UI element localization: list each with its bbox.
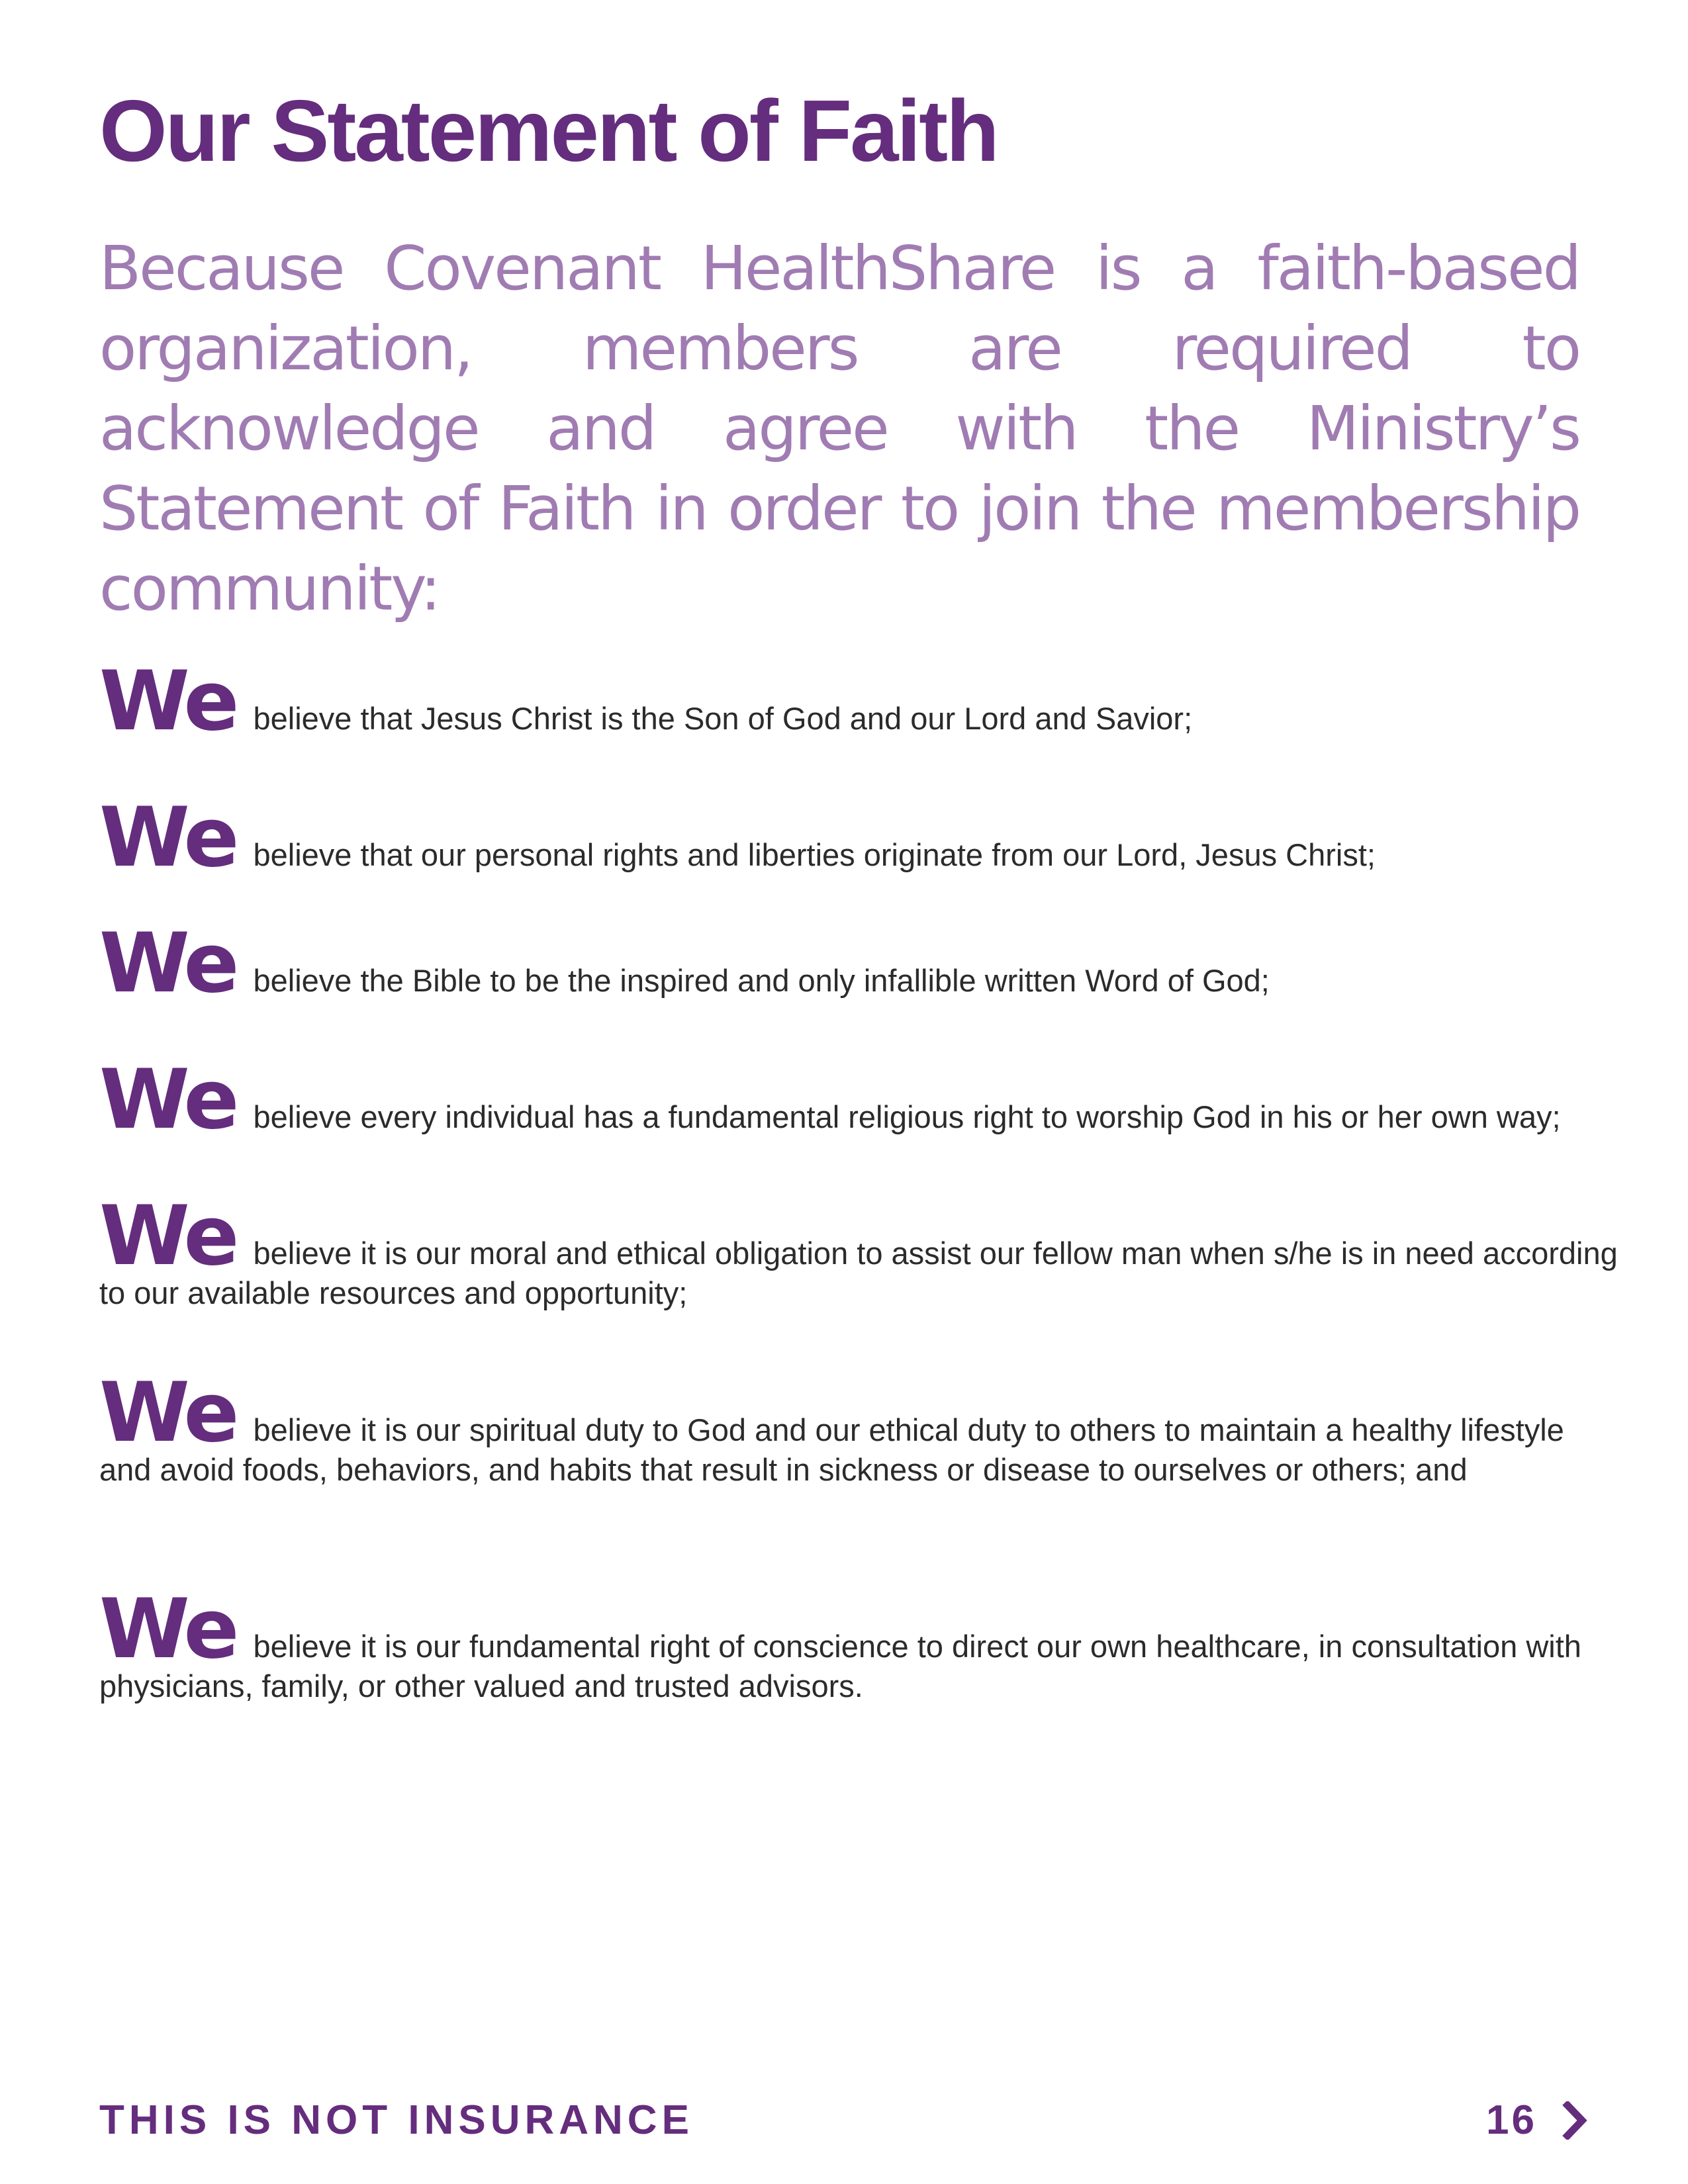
statement-text: believe it is our moral and ethical obligation to assist our fellow man when s/he is in need according to our available resources and opportunity; [99,1236,1618,1310]
intro-paragraph: Because Covenant HealthShare is a faith-based organization, members are required to acknowledge and agree with the Ministry’s Statement of Faith in order to join the membership community: [99,233,1579,624]
statement-text: believe that Jesus Christ is the Son of God and our Lord and Savior; [253,701,1193,736]
statement-lead: We [99,1582,236,1677]
statement-item [99,790,1622,886]
statement-text: believe it is our fundamental right of conscience to direct our own healthcare, in consultation with physicians, family, or other valued and trusted advisors. [99,1629,1581,1704]
statement-text: believe every individual has a fundamental religious right to worship God in his or her own way; [253,1099,1561,1134]
footer-pagination [1486,2097,1589,2144]
statement-text: believe it is our spiritual duty to God and our ethical duty to others to maintain a healthy lifestyle and avoid foods, behaviors, and habits that result in sickness or disease to ourselves or others; and [99,1412,1564,1487]
footer-disclaimer: THIS IS NOT INSURANCE [99,2097,694,2143]
statement-text: believe the Bible to be the inspired and only infallible written Word of God; [253,963,1270,998]
page-title: Our Statement of Faith [99,82,998,179]
statement-lead: We [99,1365,236,1461]
statement-text: believe that our personal rights and liberties originate from our Lord, Jesus Christ; [253,837,1376,872]
statement-item [99,1582,1622,1706]
statement-lead: We [99,916,236,1011]
statement-item [99,916,1622,1011]
statement-lead: We [99,654,236,749]
statement-lead: We [99,1052,236,1148]
statement-item [99,1365,1622,1490]
chevron-right-icon[interactable] [1562,2101,1589,2140]
statement-lead: We [99,1189,236,1284]
statement-item [99,1052,1622,1148]
page-number: 16 [1486,2097,1537,2143]
statement-lead: We [99,790,236,886]
statement-item [99,1189,1622,1313]
statement-item [99,654,1622,749]
